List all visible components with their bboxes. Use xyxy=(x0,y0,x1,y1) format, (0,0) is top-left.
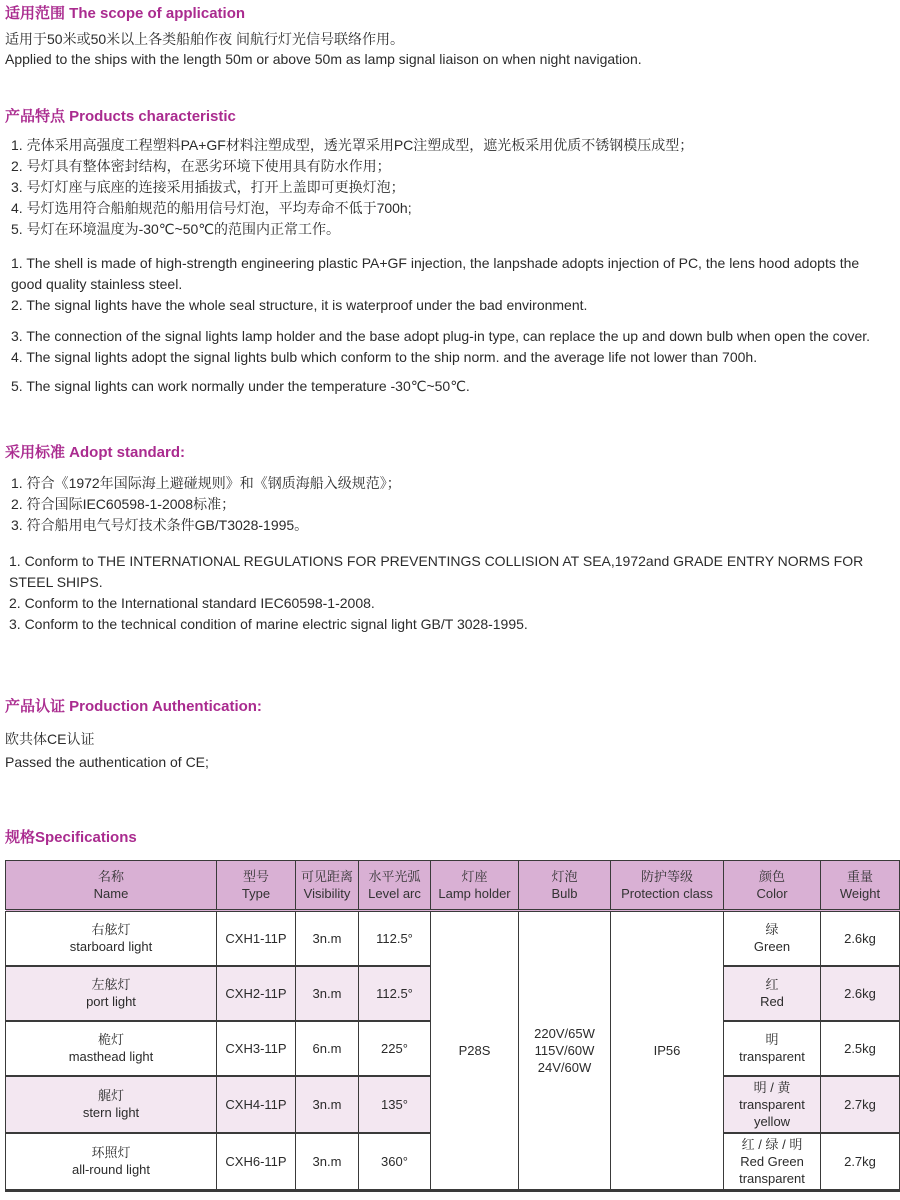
standard-cn-item: 2. 符合国际IEC60598-1-2008标准； xyxy=(11,496,236,512)
cell-weight: 2.5kg xyxy=(821,1021,900,1076)
characteristics-en-item: 4. The signal lights adopt the signal lights bulb which conform to the ship norm. and the average life not lower than 700h. xyxy=(11,349,758,365)
cell-type: CXH1-11P xyxy=(217,911,296,966)
section-scope xyxy=(5,4,894,69)
characteristics-list-en xyxy=(5,253,894,397)
cell-name: 艉灯 stern light xyxy=(6,1076,217,1133)
standard-list-cn xyxy=(5,473,894,536)
characteristics-en-item: 2. The signal lights have the whole seal structure, it is waterproof under the bad environment. xyxy=(11,297,588,313)
authentication-heading: 产品认证 Production Authentication: xyxy=(5,698,262,715)
header-lamp-holder: 灯座 Lamp holder xyxy=(431,861,519,911)
cell-type: CXH2-11P xyxy=(217,966,296,1021)
section-specifications xyxy=(5,828,894,1192)
section-characteristics xyxy=(5,107,894,397)
cell-visibility: 3n.m xyxy=(296,1076,359,1133)
header-protection-class: 防护等级 Protection class xyxy=(611,861,724,911)
characteristics-cn-item: 3. 号灯灯座与底座的连接采用插拔式，打开上盖即可更换灯泡； xyxy=(11,179,405,195)
header-type: 型号 Type xyxy=(217,861,296,911)
authentication-text-en: Passed the authentication of CE; xyxy=(5,754,209,770)
cell-weight: 2.6kg xyxy=(821,966,900,1021)
table-row-starboard-light xyxy=(6,911,900,966)
scope-text-en: Applied to the ships with the length 50m or above 50m as lamp signal liaison on when night navigation. xyxy=(5,51,642,67)
characteristics-heading: 产品特点 Products characteristic xyxy=(5,108,236,125)
cell-color: 红 Red xyxy=(724,966,821,1021)
cell-color: 明 / 黄 transparent yellow xyxy=(724,1076,821,1133)
standard-cn-item: 3. 符合船用电气号灯技术条件GB/T3028-1995。 xyxy=(11,517,309,533)
cell-protection-merged: IP56 xyxy=(611,911,724,1191)
characteristics-cn-item: 5. 号灯在环境温度为-30℃~50℃的范围内正常工作。 xyxy=(11,221,340,237)
cell-visibility: 3n.m xyxy=(296,911,359,966)
cell-color: 绿 Green xyxy=(724,911,821,966)
cell-level-arc: 112.5° xyxy=(359,966,431,1021)
cell-name: 左舷灯 port light xyxy=(6,966,217,1021)
scope-text-cn: 适用于50米或50米以上各类船舶作夜 间航行灯光信号联络作用。 xyxy=(5,31,405,47)
cell-visibility: 6n.m xyxy=(296,1021,359,1076)
authentication-text-cn: 欧共体CE认证 xyxy=(5,731,95,747)
characteristics-cn-item: 1. 壳体采用高强度工程塑料PA+GF材料注塑成型，透光罩采用PC注塑成型，遮光板采用优质不锈钢模压成型； xyxy=(11,137,694,153)
characteristics-list-cn xyxy=(5,135,894,240)
section-authentication xyxy=(5,697,894,772)
cell-color: 明 transparent xyxy=(724,1021,821,1076)
header-level-arc: 水平光弧 Level arc xyxy=(359,861,431,911)
characteristics-cn-item: 2. 号灯具有整体密封结构，在恶劣环境下使用具有防水作用； xyxy=(11,158,391,174)
cell-bulb-merged: 220V/65W 115V/60W 24V/60W xyxy=(519,911,611,1191)
scope-heading: 适用范围 The scope of application xyxy=(5,5,246,22)
cell-name: 环照灯 all-round light xyxy=(6,1133,217,1191)
cell-weight: 2.6kg xyxy=(821,911,900,966)
cell-visibility: 3n.m xyxy=(296,966,359,1021)
cell-name: 桅灯 masthead light xyxy=(6,1021,217,1076)
standard-en-item: 3. Conform to the technical condition of marine electric signal light GB/T 3028-1995. xyxy=(9,616,528,632)
cell-level-arc: 135° xyxy=(359,1076,431,1133)
specifications-heading: 规格Specifications xyxy=(5,829,137,846)
specifications-table xyxy=(5,860,900,1192)
characteristics-en-item: 5. The signal lights can work normally under the temperature -30℃~50℃. xyxy=(11,378,470,394)
cell-level-arc: 360° xyxy=(359,1133,431,1191)
cell-type: CXH4-11P xyxy=(217,1076,296,1133)
cell-color: 红 / 绿 / 明 Red Green transparent xyxy=(724,1133,821,1191)
header-visibility: 可见距离 Visibility xyxy=(296,861,359,911)
table-header-row xyxy=(6,861,900,911)
standard-en-item: 1. Conform to THE INTERNATIONAL REGULATIONS FOR PREVENTINGS COLLISION AT SEA,1972and GRADE ENTRY NORMS FOR STEEL SHIPS. xyxy=(9,553,864,590)
cell-lamp-holder-merged: P28S xyxy=(431,911,519,1191)
standard-heading: 采用标准 Adopt standard: xyxy=(5,444,185,461)
cell-level-arc: 112.5° xyxy=(359,911,431,966)
header-color: 颜色 Color xyxy=(724,861,821,911)
header-name: 名称 Name xyxy=(6,861,217,911)
standard-cn-item: 1. 符合《1972年国际海上避碰规则》和《钢质海船入级规范》； xyxy=(11,475,401,491)
standard-list-en xyxy=(5,551,894,635)
cell-name: 右舷灯 starboard light xyxy=(6,911,217,966)
cell-weight: 2.7kg xyxy=(821,1133,900,1191)
cell-type: CXH3-11P xyxy=(217,1021,296,1076)
cell-type: CXH6-11P xyxy=(217,1133,296,1191)
standard-en-item: 2. Conform to the International standard IEC60598-1-2008. xyxy=(9,595,375,611)
cell-level-arc: 225° xyxy=(359,1021,431,1076)
header-weight: 重量 Weight xyxy=(821,861,900,911)
section-adopt-standard xyxy=(5,443,894,635)
cell-weight: 2.7kg xyxy=(821,1076,900,1133)
characteristics-cn-item: 4. 号灯选用符合船舶规范的船用信号灯泡，平均寿命不低于700h; xyxy=(11,200,412,216)
characteristics-en-item: 3. The connection of the signal lights lamp holder and the base adopt plug-in type, can replace the up and down bulb when open the cover. xyxy=(11,328,871,344)
characteristics-en-item: 1. The shell is made of high-strength engineering plastic PA+GF injection, the lanpshade adopts injection of PC, the lens hood adopts the good quality stainless steel. xyxy=(11,255,860,292)
header-bulb: 灯泡 Bulb xyxy=(519,861,611,911)
cell-visibility: 3n.m xyxy=(296,1133,359,1191)
